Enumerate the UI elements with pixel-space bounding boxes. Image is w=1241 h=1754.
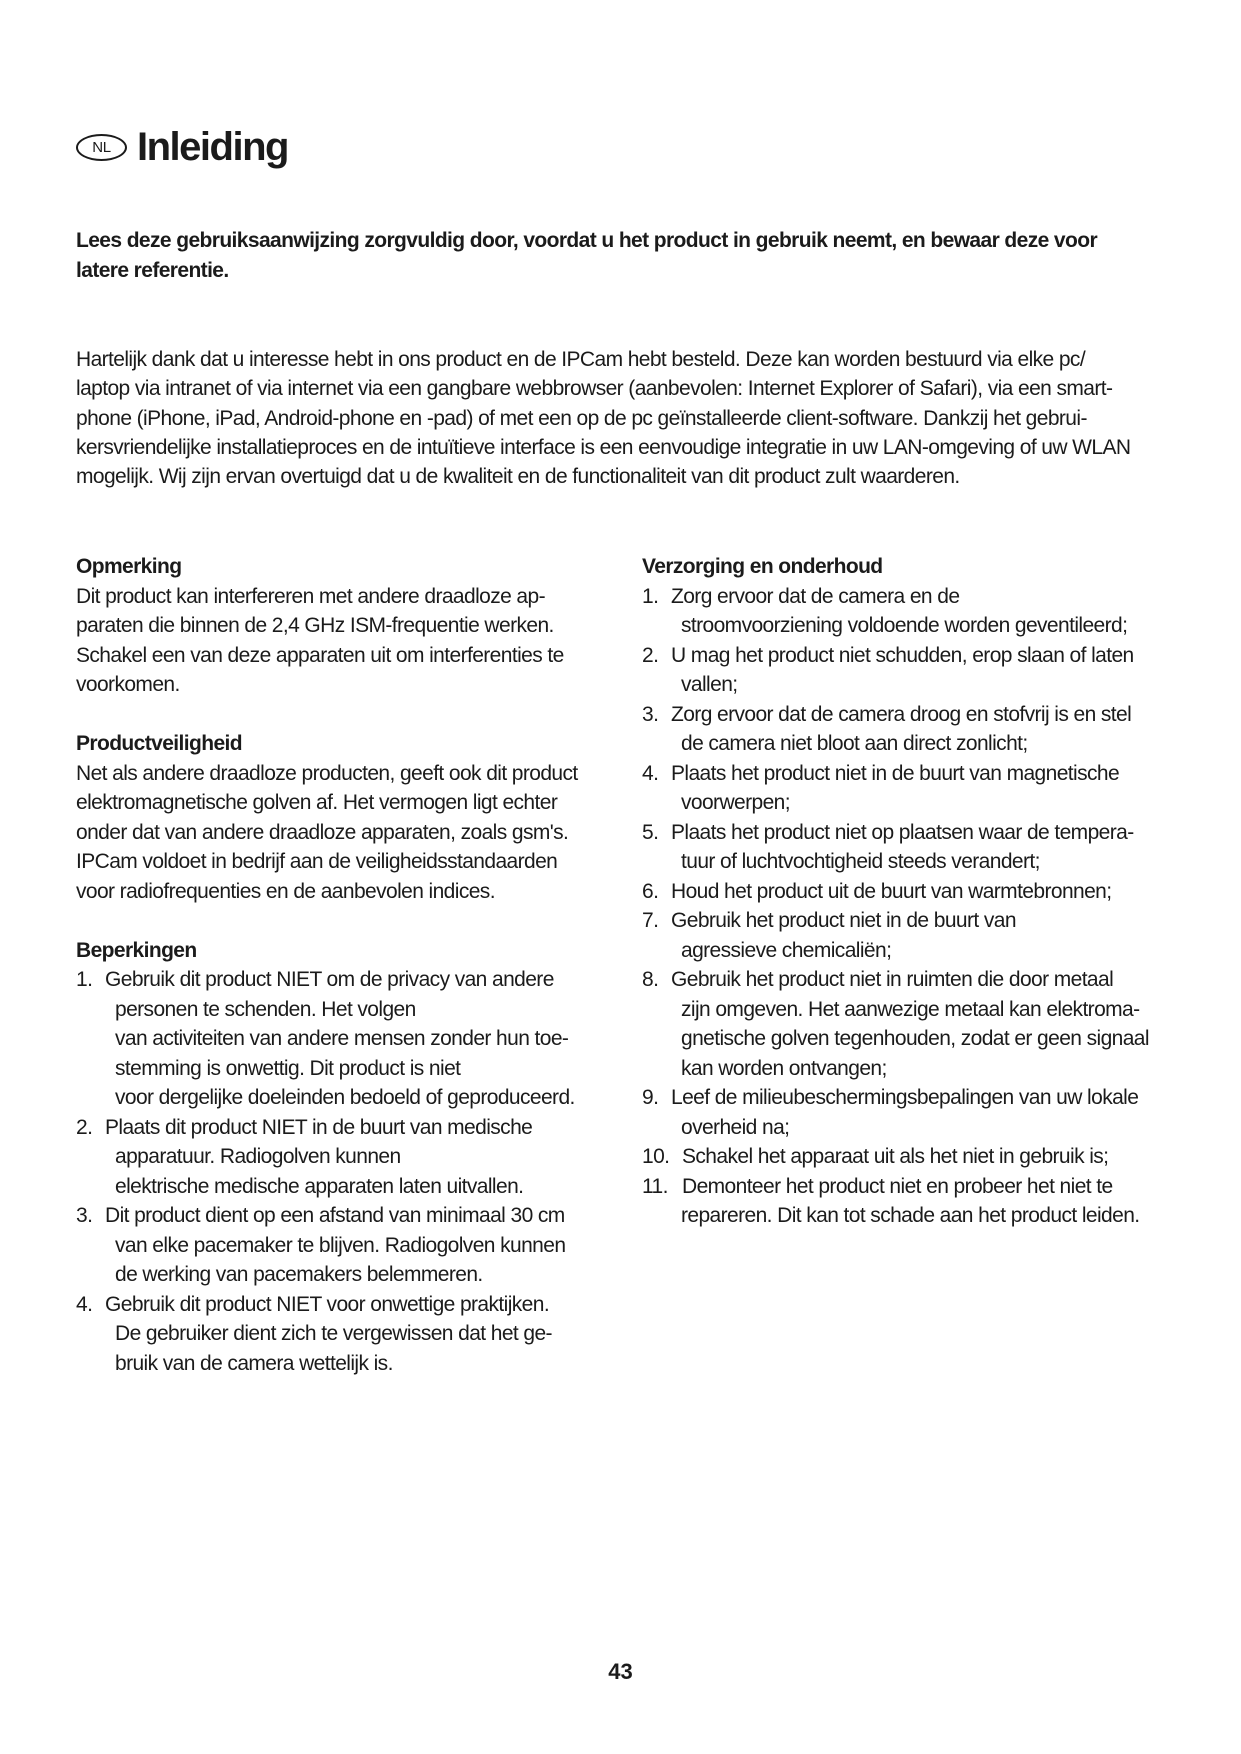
restrictions-section: [76, 936, 606, 1379]
item-text-line: Gebruik dit product NIET om de privacy van andere: [105, 968, 554, 991]
notice-line: paraten die binnen de 2,4 GHz ISM-frequentie werken.: [76, 614, 554, 637]
item-number: 8.: [642, 968, 659, 991]
item-text-line: van activiteiten van andere mensen zonder hun toe-: [115, 1027, 569, 1050]
item-text-line: repareren. Dit kan tot schade aan het product leiden.: [681, 1204, 1140, 1227]
care-item: [642, 641, 1182, 700]
item-text-line: Houd het product uit de buurt van warmtebronnen;: [671, 879, 1112, 903]
restrictions-heading: Beperkingen: [76, 938, 197, 962]
item-text-line: stemming is onwettig. Dit product is niet: [115, 1056, 461, 1080]
care-item: [642, 700, 1182, 759]
page-number: 43: [608, 1659, 633, 1684]
care-item: [642, 1083, 1182, 1142]
item-text-line: apparatuur. Radiogolven kunnen: [115, 1145, 401, 1168]
restriction-item: [76, 965, 606, 1113]
item-text-line: U mag het product niet schudden, erop slaan of laten: [671, 643, 1134, 667]
notice-line: Dit product kan interfereren met andere draadloze ap-: [76, 584, 545, 608]
care-item: [642, 582, 1182, 641]
item-text-line: voor dergelijke doeleinden bedoeld of geproduceerd.: [115, 1086, 575, 1109]
restriction-item: [76, 1290, 606, 1379]
item-number: 4.: [642, 761, 659, 785]
item-number: 5.: [642, 820, 659, 844]
item-text-line: Schakel het apparaat uit als het niet in gebruik is;: [682, 1145, 1109, 1168]
product-safety-heading: Productveiligheid: [76, 732, 242, 755]
care-item: [642, 877, 1182, 907]
item-number: 3.: [76, 1204, 93, 1227]
page-title: Inleiding: [137, 125, 288, 169]
product-safety-line: voor radiofrequenties en de aanbevolen indices.: [76, 879, 495, 903]
item-text-line: Leef de milieubeschermingsbepalingen van uw lokale: [671, 1086, 1139, 1109]
note-line: latere referentie.: [76, 259, 229, 282]
item-number: 10.: [642, 1145, 670, 1168]
item-number: 2.: [642, 643, 659, 667]
paragraph-line: Hartelijk dank dat u interesse hebt in ons product en de IPCam hebt besteld. Deze kan worden bestuurd via elke pc/: [76, 348, 1086, 371]
read-instructions-note: [76, 226, 1097, 286]
item-text-line: Gebruik het product niet in ruimten die door metaal: [671, 968, 1114, 991]
item-text-line: De gebruiker dient zich te vergewissen dat het ge-: [115, 1322, 552, 1345]
care-item: [642, 1172, 1182, 1231]
item-number: 6.: [642, 879, 659, 903]
right-column: [642, 552, 1182, 1231]
item-text-line: de camera niet bloot aan direct zonlicht;: [681, 732, 1028, 755]
restriction-item: [76, 1201, 606, 1290]
notice-line: voorkomen.: [76, 673, 180, 696]
care-heading: Verzorging en onderhoud: [642, 555, 883, 578]
care-item: [642, 906, 1182, 965]
item-number: 9.: [642, 1086, 659, 1109]
item-text-line: Demonteer het product niet en probeer het niet te: [682, 1174, 1113, 1198]
item-text-line: zijn omgeven. Het aanwezige metaal kan elektroma-: [681, 997, 1140, 1021]
product-safety-line: onder dat van andere draadloze apparaten, zoals gsm's.: [76, 820, 569, 844]
item-number: 7.: [642, 909, 659, 932]
item-number: 4.: [76, 1292, 93, 1316]
paragraph-line: laptop via intranet of via internet via een gangbare webbrowser (aanbevolen: Internet Explorer of Safari), via een smart-: [76, 377, 1113, 401]
restriction-item: [76, 1113, 606, 1202]
item-text-line: voorwerpen;: [681, 791, 790, 814]
item-text-line: van elke pacemaker te blijven. Radiogolven kunnen: [115, 1233, 566, 1257]
care-item: [642, 965, 1182, 1083]
item-text-line: de werking van pacemakers belemmeren.: [115, 1263, 483, 1286]
product-safety-line: elektromagnetische golven af. Het vermogen ligt echter: [76, 791, 558, 814]
care-section: [642, 552, 1182, 1231]
item-text-line: Zorg ervoor dat de camera en de: [671, 584, 960, 608]
item-text-line: Dit product dient op een afstand van minimaal 30 cm: [105, 1204, 565, 1227]
item-number: 3.: [642, 702, 659, 726]
item-number: 1.: [642, 584, 659, 608]
paragraph-line: mogelijk. Wij zijn ervan overtuigd dat u de kwaliteit en de functionaliteit van dit product zult waarderen.: [76, 465, 960, 489]
item-text-line: overheid na;: [681, 1115, 790, 1139]
item-text-line: elektrische medische apparaten laten uitvallen.: [115, 1174, 524, 1198]
paragraph-line: kersvriendelijke installatieproces en de intuïtieve interface is een eenvoudige integratie in uw LAN-omgeving of uw WLAN: [76, 435, 1131, 459]
item-text-line: Plaats het product niet in de buurt van magnetische: [671, 761, 1120, 785]
item-text-line: personen te schenden. Het volgen: [115, 997, 416, 1021]
notice-heading: Opmerking: [76, 555, 182, 578]
note-line: Lees deze gebruiksaanwijzing zorgvuldig door, voordat u het product in gebruik neemt, en bewaar deze voor: [76, 229, 1098, 252]
item-text-line: kan worden ontvangen;: [681, 1056, 887, 1080]
item-text-line: Gebruik dit product NIET voor onwettige praktijken.: [105, 1292, 550, 1316]
item-text-line: Plaats dit product NIET in de buurt van medische: [105, 1115, 533, 1139]
item-text-line: gnetische golven tegenhouden, zodat er geen signaal: [681, 1027, 1149, 1050]
care-item: [642, 1142, 1182, 1172]
notice-line: Schakel een van deze apparaten uit om interferenties te: [76, 643, 564, 667]
intro-paragraph: [76, 345, 1130, 491]
care-item: [642, 759, 1182, 818]
page-header: [76, 126, 288, 168]
product-safety-line: IPCam voldoet in bedrijf aan de veiligheidsstandaarden: [76, 850, 558, 873]
item-number: 2.: [76, 1115, 93, 1139]
item-text-line: Gebruik het product niet in de buurt van: [671, 909, 1016, 932]
item-number: 11.: [642, 1174, 668, 1198]
paragraph-line: phone (iPhone, iPad, Android-phone en -pad) of met een op de pc geïnstalleerde client-software. Dankzij het gebrui-: [76, 406, 1087, 430]
item-text-line: bruik van de camera wettelijk is.: [115, 1351, 393, 1375]
item-text-line: Zorg ervoor dat de camera droog en stofvrij is en stel: [671, 702, 1132, 726]
product-safety-section: [76, 729, 606, 906]
item-text-line: tuur of luchtvochtigheid steeds verandert;: [681, 850, 1040, 873]
item-text-line: agressieve chemicaliën;: [681, 938, 892, 962]
language-badge: NL: [76, 134, 127, 161]
left-column: [76, 552, 606, 1378]
care-item: [642, 818, 1182, 877]
notice-section: [76, 552, 606, 700]
item-text-line: stroomvoorziening voldoende worden geventileerd;: [681, 614, 1128, 637]
item-text-line: Plaats het product niet op plaatsen waar de tempera-: [671, 820, 1134, 844]
item-text-line: vallen;: [681, 673, 738, 696]
product-safety-line: Net als andere draadloze producten, geeft ook dit product: [76, 761, 578, 785]
item-number: 1.: [76, 968, 93, 991]
